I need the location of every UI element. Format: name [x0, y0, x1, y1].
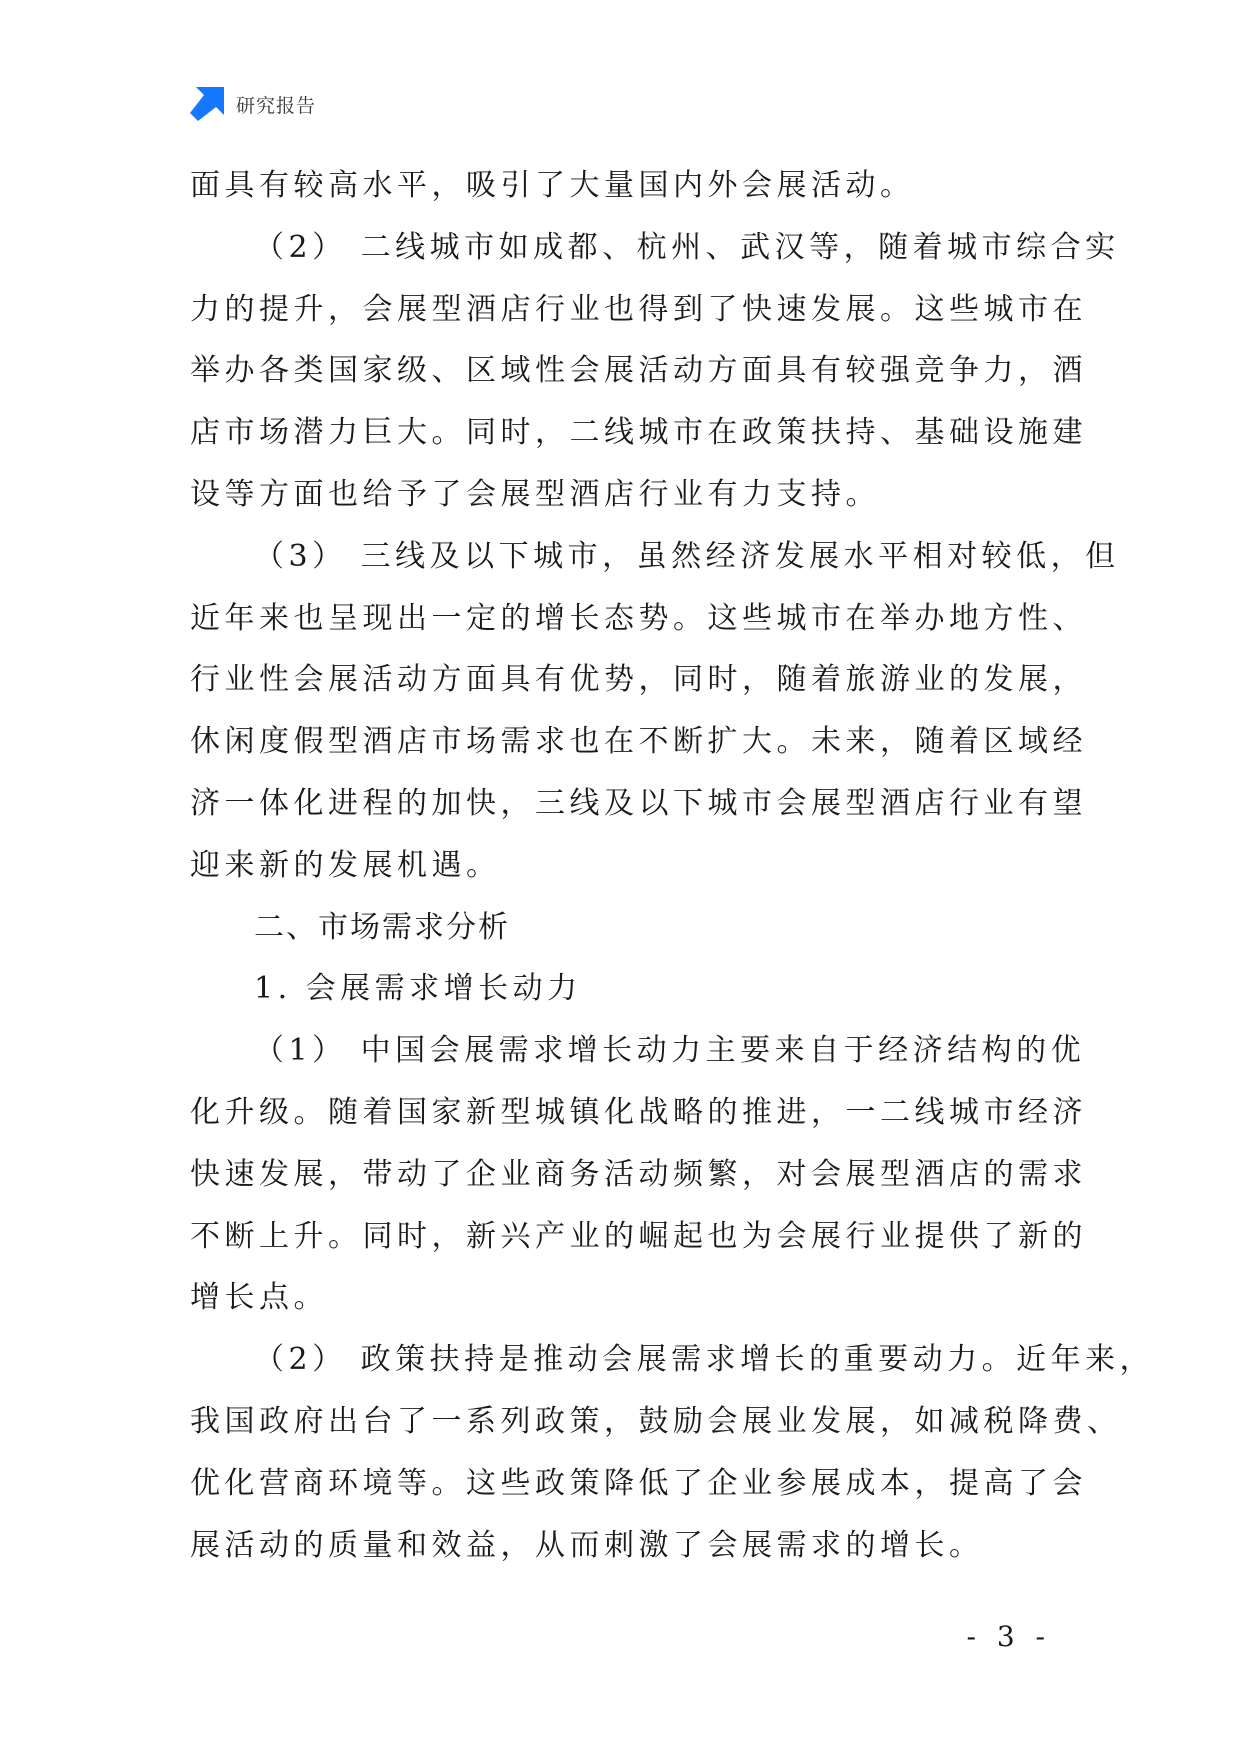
- document-body: [190, 155, 1155, 1576]
- paragraph-line: 展活动的质量和效益，从而刺激了会展需求的增长。: [190, 1527, 984, 1563]
- paragraph-line: （2） 二线城市如成都、杭州、武汉等，随着城市综合实: [254, 229, 1120, 265]
- paragraph-line: （3） 三线及以下城市，虽然经济发展水平相对较低，但: [254, 538, 1120, 574]
- paragraph-line: 举办各类国家级、区域性会展活动方面具有较强竞争力，酒: [190, 353, 1087, 389]
- paragraph-line: 面具有较高水平，吸引了大量国内外会展活动。: [190, 168, 915, 203]
- paragraph-line: 店市场潜力巨大。同时，二线城市在政策扶持、基础设施建: [190, 415, 1087, 451]
- paragraph-line: 快速发展，带动了企业商务活动频繁，对会展型酒店的需求: [190, 1156, 1087, 1192]
- paragraph-line: 不断上升。同时，新兴产业的崛起也为会展行业提供了新的: [190, 1218, 1087, 1254]
- paragraph-line: （2） 政策扶持是推动会展需求增长的重要动力。近年来，: [254, 1342, 1155, 1378]
- paragraph-line: 化升级。随着国家新型城镇化战略的推进，一二线城市经济: [190, 1094, 1087, 1130]
- report-header: [190, 86, 316, 122]
- paragraph-line: 休闲度假型酒店市场需求也在不断扩大。未来，随着区域经: [190, 724, 1087, 760]
- paragraph-line: 增长点。: [190, 1280, 328, 1316]
- paragraph-line: 设等方面也给予了会展型酒店行业有力支持。: [190, 476, 880, 512]
- header-label: 研究报告: [236, 94, 317, 117]
- page-number: - 3 -: [966, 1620, 1051, 1653]
- arrow-up-right-logo-icon: [190, 87, 224, 121]
- paragraph-line: 迎来新的发展机遇。: [190, 847, 501, 883]
- paragraph-line: 济一体化进程的加快，三线及以下城市会展型酒店行业有望: [190, 785, 1087, 821]
- paragraph-line: 优化营商环境等。这些政策降低了企业参展成本，提高了会: [190, 1465, 1087, 1501]
- paragraph-line: 我国政府出台了一系列政策，鼓励会展业发展，如减税降费、: [190, 1403, 1122, 1439]
- paragraph-line: 近年来也呈现出一定的增长态势。这些城市在举办地方性、: [190, 600, 1087, 636]
- paragraph-line: 力的提升，会展型酒店行业也得到了快速发展。这些城市在: [190, 291, 1087, 327]
- paragraph-line: 行业性会展活动方面具有优势，同时，随着旅游业的发展，: [190, 662, 1087, 698]
- section-heading: 二、市场需求分析: [254, 909, 510, 945]
- subsection-heading: 1. 会展需求增长动力: [254, 971, 582, 1007]
- paragraph-line: （1） 中国会展需求增长动力主要来自于经济结构的优: [254, 1033, 1086, 1069]
